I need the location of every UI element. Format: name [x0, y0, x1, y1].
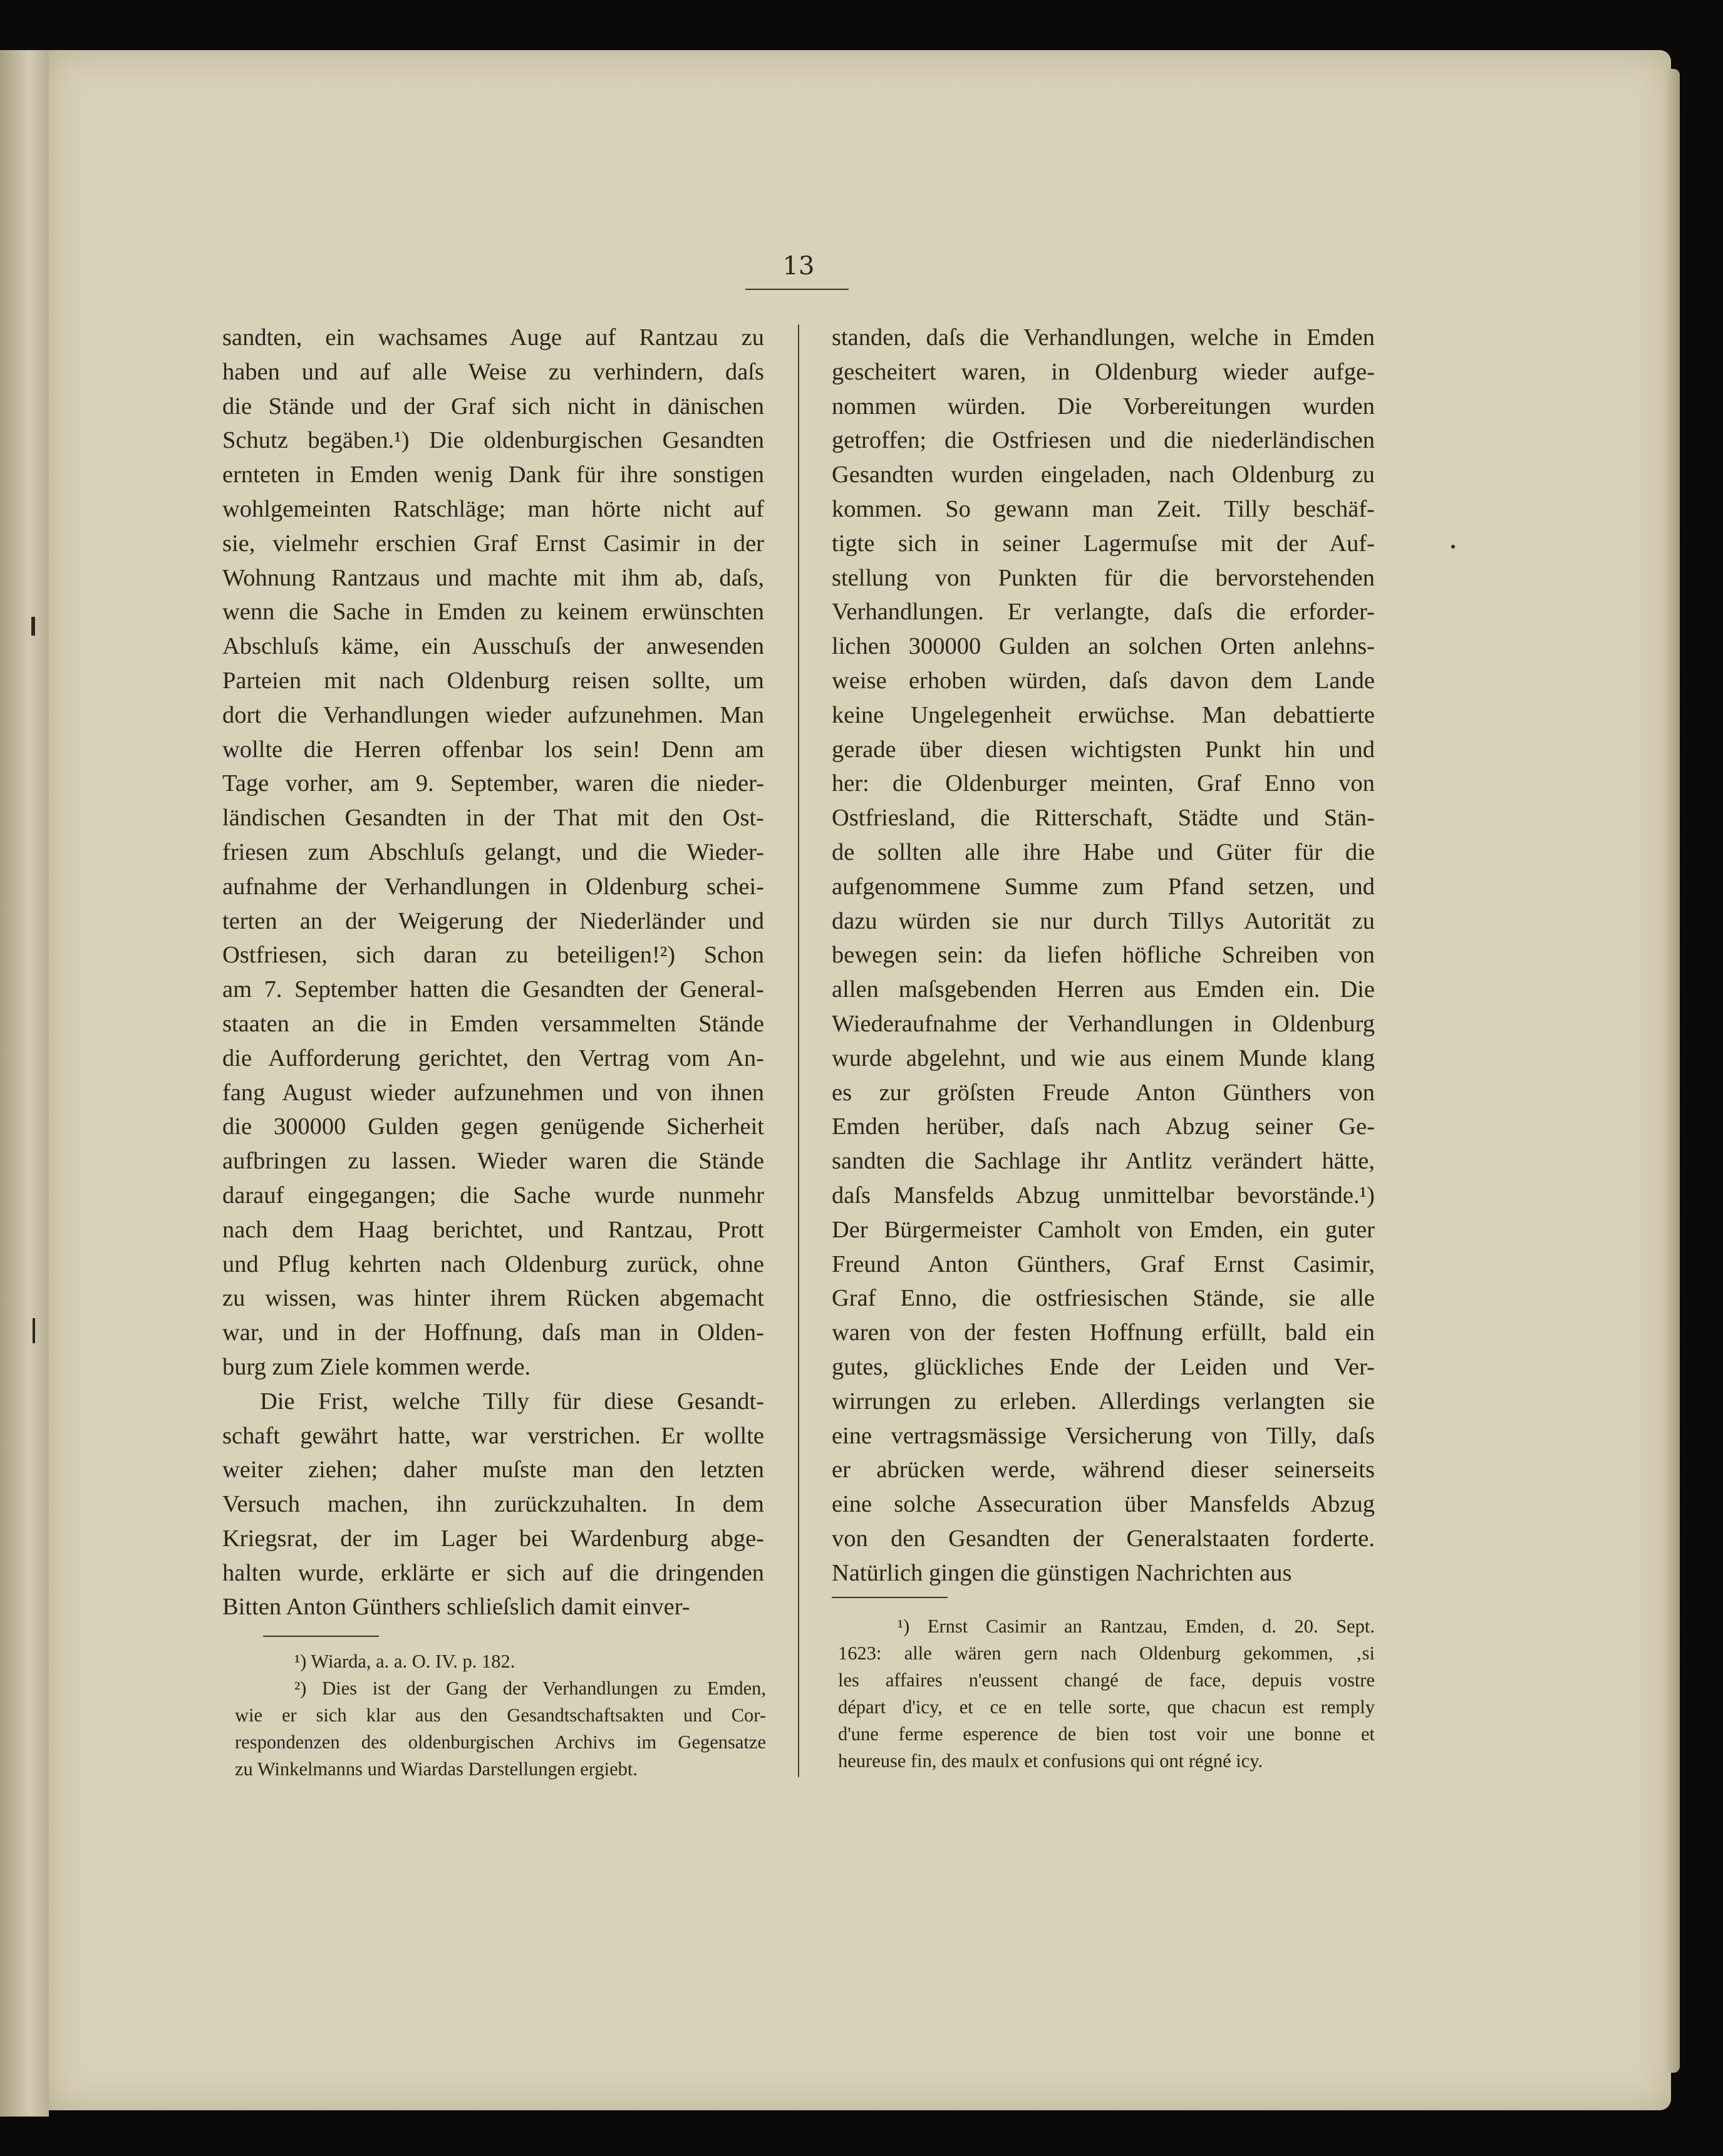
text-line: Versuch machen, ihn zurückzuhalten. In dem [222, 1491, 764, 1518]
page-number: 13 [782, 252, 815, 281]
text-line: wohlgemeinten Ratschläge; man hörte nicht auf [222, 495, 764, 522]
text-line: haben und auf alle Weise zu verhindern, daſs [222, 358, 764, 385]
text-line: wollte die Herren offenbar los sein! Denn am [222, 736, 764, 763]
speck-mark [1451, 545, 1455, 549]
text-line: Wiederaufnahme der Verhandlungen in Oldenburg [832, 1010, 1375, 1037]
text-line: waren von der festen Hoffnung erfüllt, bald ein [832, 1319, 1375, 1346]
text-line: von den Gesandten der Generalstaaten forderte. [832, 1525, 1375, 1552]
right-footnote-rule [832, 1597, 948, 1598]
text-line: sie, vielmehr erschien Graf Ernst Casimir in der [222, 530, 764, 557]
text-line: stellung von Punkten für die bervorstehenden [832, 564, 1375, 591]
text-line: staaten an die in Emden versammelten Stände [222, 1010, 764, 1037]
footnote-line: les affaires n'eussent changé de face, depuis vostre [838, 1669, 1375, 1691]
text-line: gutes, glückliches Ende der Leiden und Ver- [832, 1353, 1375, 1380]
text-line: nach dem Haag berichtet, und Rantzau, Prott [222, 1216, 764, 1243]
text-line: am 7. September hatten die Gesandten der General- [222, 976, 764, 1003]
text-line: getroffen; die Ostfriesen und die niederländischen [832, 427, 1375, 454]
text-line: bewegen sein: da liefen höfliche Schreiben von [832, 942, 1375, 969]
text-line: die Aufforderung gerichtet, den Vertrag vom An- [222, 1044, 764, 1071]
text-line: wenn die Sache in Emden zu keinem erwünschten [222, 599, 764, 626]
text-line: Abschluſs käme, ein Ausschuſs der anwesenden [222, 633, 764, 660]
text-line: ernteten in Emden wenig Dank für ihre sonstigen [222, 462, 764, 488]
text-line: dort die Verhandlungen wieder aufzunehmen. Man [222, 701, 764, 728]
footnote-line: 1623: alle wären gern nach Oldenburg gekommen, ‚si [838, 1643, 1375, 1664]
text-line: Ostfriesland, die Ritterschaft, Städte und Stän- [832, 805, 1375, 832]
text-line: er abrücken werde, während dieser seinerseits [832, 1457, 1375, 1483]
footnote-line: ²) Dies ist der Gang der Verhandlungen zu Emden, [294, 1678, 766, 1699]
footnote-line: ¹) Ernst Casimir an Rantzau, Emden, d. 20. Sept. [898, 1616, 1375, 1637]
text-line: gescheitert waren, in Oldenburg wieder aufge- [832, 358, 1375, 385]
text-line: lichen 300000 Gulden an solchen Orten anlehns- [832, 633, 1375, 660]
text-line: keine Ungelegenheit erwüchse. Man debattierte [832, 701, 1375, 728]
header-rule [745, 289, 849, 290]
text-line: Freund Anton Günthers, Graf Ernst Casimir, [832, 1251, 1375, 1277]
text-line: terten an der Weigerung der Niederländer und [222, 907, 764, 934]
text-line: war, und in der Hoffnung, daſs man in Olden- [222, 1319, 764, 1346]
text-line: Ostfriesen, sich daran zu beteiligen!²) Schon [222, 942, 764, 969]
text-line: weiter ziehen; daher muſste man den letzten [222, 1457, 764, 1483]
footnote-line: ¹) Wiarda, a. a. O. IV. p. 182. [294, 1651, 515, 1672]
footnote-line: respondenzen des oldenburgischen Archivs im Gegensatze [235, 1731, 766, 1753]
text-line: burg zum Ziele kommen werde. [222, 1353, 531, 1380]
text-line: fang August wieder aufzunehmen und von ihnen [222, 1079, 764, 1106]
text-line: Graf Enno, die ostfriesischen Stände, sie alle [832, 1285, 1375, 1312]
text-line: sandten, ein wachsames Auge auf Rantzau zu [222, 324, 764, 351]
text-line: Natürlich gingen die günstigen Nachrichten aus [832, 1559, 1292, 1586]
text-line: wurde abgelehnt, und wie aus einem Munde klang [832, 1044, 1375, 1071]
text-line: eine vertragsmässige Versicherung von Tilly, daſs [832, 1422, 1375, 1449]
text-line: sandten die Sachlage ihr Antlitz verändert hätte, [832, 1148, 1375, 1175]
text-line: gerade über diesen wichtigsten Punkt hin und [832, 736, 1375, 763]
footnote-line: zu Winkelmanns und Wiardas Darstellungen ergiebt. [235, 1758, 638, 1780]
page-stack-edge [1666, 69, 1680, 2073]
text-line: standen, daſs die Verhandlungen, welche in Emden [832, 324, 1375, 351]
text-line: friesen zum Abschluſs gelangt, und die Wieder- [222, 838, 764, 865]
text-line: dazu würden sie nur durch Tillys Autorität zu [832, 907, 1375, 934]
gutter-mark [33, 1318, 35, 1343]
text-line: halten wurde, erklärte er sich auf die dringenden [222, 1559, 764, 1586]
text-line: die Stände und der Graf sich nicht in dänischen [222, 393, 764, 420]
text-line: Schutz begäben.¹) Die oldenburgischen Gesandten [222, 427, 764, 454]
text-line: de sollten alle ihre Habe und Güter für die [832, 838, 1375, 865]
column-divider [798, 324, 799, 1777]
text-line: her: die Oldenburger meinten, Graf Enno von [832, 770, 1375, 797]
text-line: Kriegsrat, der im Lager bei Wardenburg abge- [222, 1525, 764, 1552]
text-line: eine solche Assecuration über Mansfelds Abzug [832, 1491, 1375, 1518]
text-line: aufbringen zu lassen. Wieder waren die Stände [222, 1148, 764, 1175]
text-line: und Pflug kehrten nach Oldenburg zurück, ohne [222, 1251, 764, 1277]
text-line: es zur gröſsten Freude Anton Günthers von [832, 1079, 1375, 1106]
text-line: Parteien mit nach Oldenburg reisen sollte, um [222, 667, 764, 694]
left-text-column [222, 321, 764, 1624]
left-footnotes [235, 1648, 766, 1783]
text-line: zu wissen, was hinter ihrem Rücken abgemacht [222, 1285, 764, 1312]
text-line: schaft gewährt hatte, war verstrichen. Er wollte [222, 1422, 764, 1449]
text-line: Tage vorher, am 9. September, waren die nieder- [222, 770, 764, 797]
text-line: Die Frist, welche Tilly für diese Gesandt- [260, 1388, 764, 1415]
facing-page-edge [0, 50, 49, 2117]
text-line: kommen. So gewann man Zeit. Tilly beschäf- [832, 495, 1375, 522]
right-text-column [832, 321, 1375, 1590]
gutter-mark [31, 617, 35, 636]
text-line: daſs Mansfelds Abzug unmittelbar bevorstände.¹) [832, 1182, 1375, 1209]
text-line: aufgenommene Summe zum Pfand setzen, und [832, 873, 1375, 900]
text-line: nommen würden. Die Vorbereitungen wurden [832, 393, 1375, 420]
text-line: darauf eingegangen; die Sache wurde nunmehr [222, 1182, 764, 1209]
text-line: die 300000 Gulden gegen genügende Sicherheit [222, 1113, 764, 1140]
text-line: aufnahme der Verhandlungen in Oldenburg schei- [222, 873, 764, 900]
footnote-line: wie er sich klar aus den Gesandtschaftsakten und Cor- [235, 1705, 766, 1726]
text-line: ländischen Gesandten in der That mit den Ost- [222, 805, 764, 832]
text-line: Gesandten wurden eingeladen, nach Oldenburg zu [832, 462, 1375, 488]
left-footnote-rule [263, 1636, 379, 1637]
footnote-line: d'une ferme esperence de bien tost voir une bonne et [838, 1723, 1375, 1745]
text-line: weise erhoben würden, daſs davon dem Lande [832, 667, 1375, 694]
footnote-line: départ d'icy, et ce en telle sorte, que chacun est remply [838, 1696, 1375, 1718]
text-line: Verhandlungen. Er verlangte, daſs die erforder- [832, 599, 1375, 626]
text-line: allen maſsgebenden Herren aus Emden ein. Die [832, 976, 1375, 1003]
text-line: Wohnung Rantzaus und machte mit ihm ab, daſs, [222, 564, 764, 591]
text-line: wirrungen zu erleben. Allerdings verlangten sie [832, 1388, 1375, 1415]
text-line: Der Bürgermeister Camholt von Emden, ein guter [832, 1216, 1375, 1243]
text-line: Bitten Anton Günthers schlieſslich damit einver- [222, 1594, 690, 1621]
text-line: Emden herüber, daſs nach Abzug seiner Ge- [832, 1113, 1375, 1140]
text-line: tigte sich in seiner Lagermuſse mit der Auf- [832, 530, 1375, 557]
right-footnotes [838, 1613, 1375, 1775]
footnote-line: heureuse fin, des maulx et confusions qui ont régné icy. [838, 1750, 1263, 1772]
